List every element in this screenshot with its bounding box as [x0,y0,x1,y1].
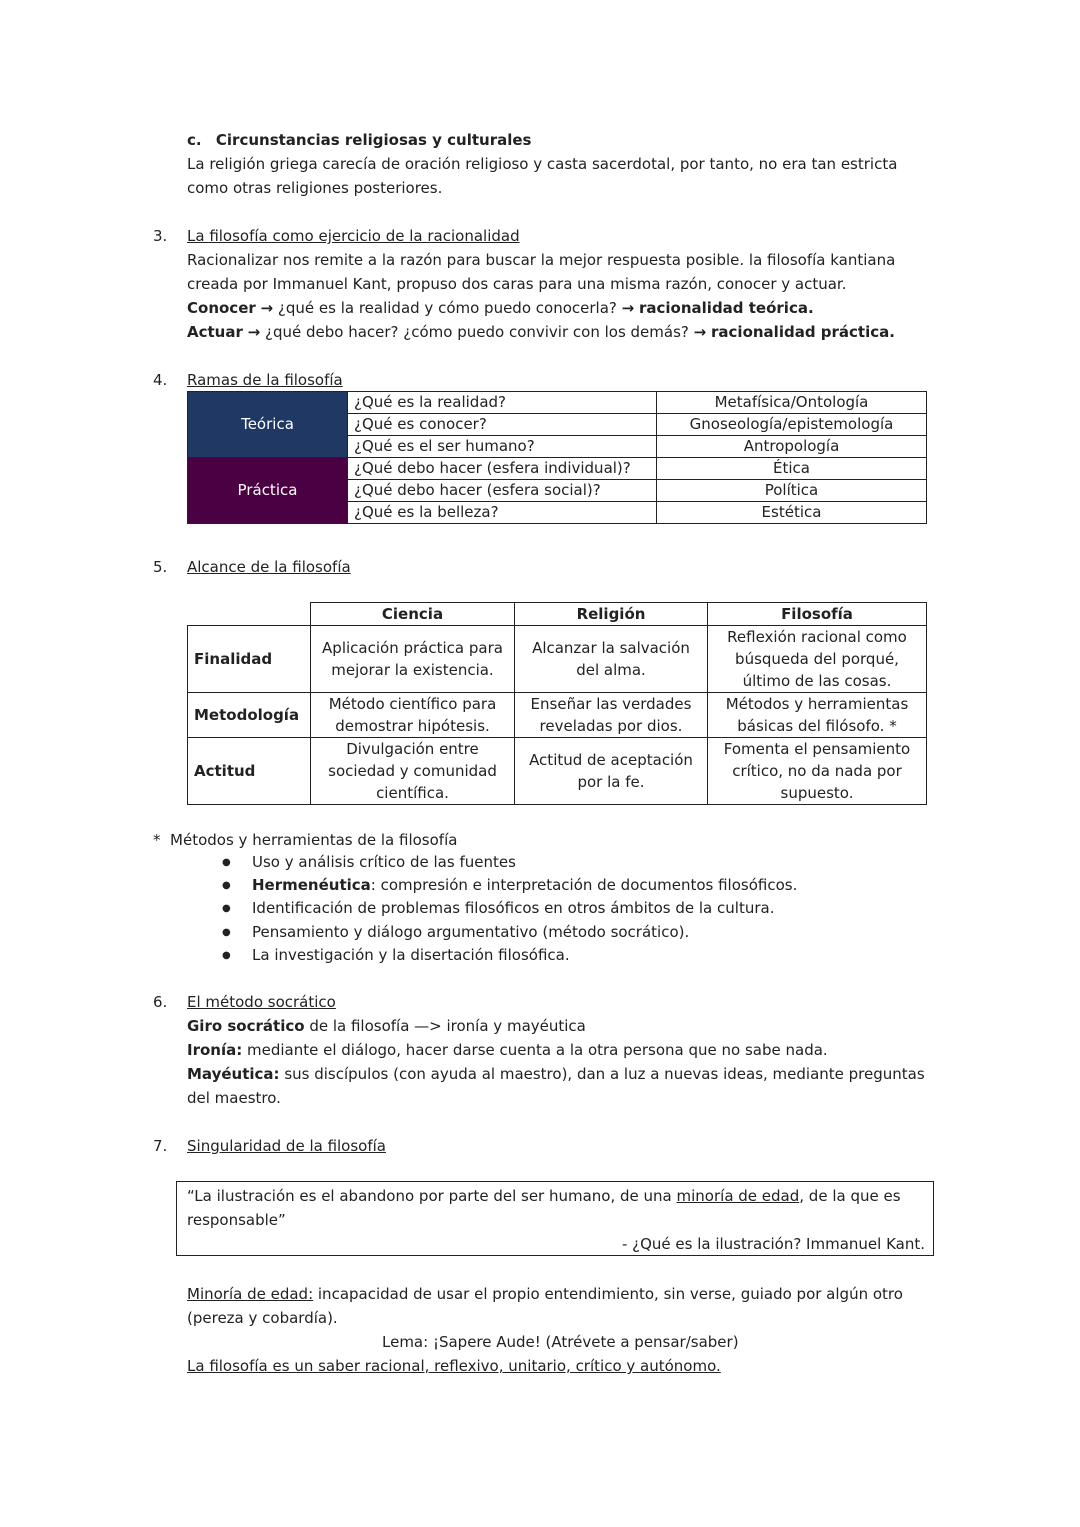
category-practica: Práctica [188,458,348,524]
conclusion: La filosofía es un saber racional, reflexivo, unitario, crítico y autónomo. [187,1357,721,1375]
table-cell: ¿Qué es el ser humano? [348,436,657,458]
table-cell: ¿Qué es la realidad? [348,392,657,414]
table-cell: Antropología [657,436,927,458]
table-row [188,626,927,693]
table-cell: Ética [657,458,927,480]
section-5-number: 5. [153,558,168,576]
table-cell: Aplicación práctica para mejorar la existencia. [311,626,515,693]
minoria-definition: Minoría de edad: incapacidad de usar el propio entendimiento, sin verse, guiado por algún otro (pereza y cobardía). [187,1285,903,1327]
section-7-title: Singularidad de la filosofía [187,1137,386,1155]
section-c-title: Circunstancias religiosas y culturales [215,131,532,149]
section-6 [187,990,937,1110]
column-header-religion: Religión [515,603,708,626]
table-cell: ¿Qué es la belleza? [348,502,657,524]
table-header-row [188,603,927,626]
quote-source: - ¿Qué es la ilustración? Immanuel Kant. [621,1235,925,1253]
table-row [188,458,927,480]
table-cell: Gnoseología/epistemología [657,414,927,436]
section-5-title: Alcance de la filosofía [187,558,351,576]
section-c-heading: c. Circunstancias religiosas y culturales [187,131,532,149]
column-header-ciencia: Ciencia [311,603,515,626]
table-cell: Fomenta el pensamiento crítico, no da nada por supuesto. [708,738,927,805]
section-6-title: El método socrático [187,993,336,1011]
row-header-actitud: Actitud [188,738,311,805]
kant-quote: “La ilustración es el abandono por parte del ser humano, de una minoría de edad, de la que es responsable” [187,1187,901,1229]
list-item: ● Hermenéutica: compresión e interpretación de documentos filosóficos. [252,874,797,897]
arrow-icon: → [693,323,707,341]
quote-box [176,1181,934,1256]
section-7-number: 7. [153,1137,168,1155]
table-cell: ¿Qué es conocer? [348,414,657,436]
methods-title: Métodos y herramientas de la filosofía [170,831,458,849]
section-4 [187,368,937,392]
table-corner [188,603,311,626]
giro-line: Giro socrático de la filosofía —> ironía y mayéutica [187,1017,586,1035]
arrow-icon: → [621,299,635,317]
row-header-metodologia: Metodología [188,693,311,738]
table-cell: Método científico para demostrar hipótesis. [311,693,515,738]
column-header-filosofia: Filosofía [708,603,927,626]
list-item: ● Uso y análisis crítico de las fuentes [252,851,797,874]
mayeutica-line: Mayéutica: sus discípulos (con ayuda al maestro), dan a luz a nuevas ideas, mediante preguntas del maestro. [187,1065,925,1107]
arrow-icon: → [247,323,261,341]
table-cell: Actitud de aceptación por la fe. [515,738,708,805]
list-item: ● Pensamiento y diálogo argumentativo (método socrático). [252,921,797,944]
section-3-title: La filosofía como ejercicio de la racionalidad [187,227,520,245]
table-cell: ¿Qué debo hacer (esfera individual)? [348,458,657,480]
table-row [188,392,927,414]
arrow-icon: → [260,299,274,317]
conocer-line: Conocer → ¿qué es la realidad y cómo puedo conocerla? → racionalidad teórica. [187,299,814,317]
list-item: ● La investigación y la disertación filosófica. [252,944,797,967]
methods-list [252,851,797,967]
table-cell: Metafísica/Ontología [657,392,927,414]
section-4-title: Ramas de la filosofía [187,371,343,389]
section-7 [187,1134,937,1158]
list-item: ● Identificación de problemas filosóficos en otros ámbitos de la cultura. [252,897,797,920]
section-3 [187,224,937,344]
table-cell: Divulgación entre sociedad y comunidad científica. [311,738,515,805]
methods-note [153,828,457,852]
section-c-body: La religión griega carecía de oración religioso y casta sacerdotal, por tanto, no era tan estricta como otras religiones posteriores. [187,155,898,197]
section-3-body: Racionalizar nos remite a la razón para buscar la mejor respuesta posible. la filosofía kantiana creada por Immanuel Kant, propuso dos caras para una misma razón, conocer y actuar. [187,251,896,293]
actuar-line: Actuar → ¿qué debo hacer? ¿cómo puedo convivir con los demás? → racionalidad práctica. [187,323,895,341]
table-row [188,693,927,738]
alcance-table [187,602,927,805]
table-cell: ¿Qué debo hacer (esfera social)? [348,480,657,502]
ramas-table [187,391,927,524]
section-5 [187,555,937,579]
lema: Lema: ¡Sapere Aude! (Atrévete a pensar/saber) [382,1333,739,1351]
ironia-line: Ironía: mediante el diálogo, hacer darse cuenta a la otra persona que no sabe nada. [187,1041,828,1059]
table-cell: Métodos y herramientas básicas del filósofo. * [708,693,927,738]
table-cell: Estética [657,502,927,524]
table-cell: Política [657,480,927,502]
section-c [187,128,937,200]
table-cell: Reflexión racional como búsqueda del porqué, último de las cosas. [708,626,927,693]
table-cell: Alcanzar la salvación del alma. [515,626,708,693]
section-4-number: 4. [153,371,168,389]
category-teorica: Teórica [188,392,348,458]
section-3-number: 3. [153,227,168,245]
table-row [188,738,927,805]
table-cell: Enseñar las verdades reveladas por dios. [515,693,708,738]
row-header-finalidad: Finalidad [188,626,311,693]
section-6-number: 6. [153,993,168,1011]
asterisk: * [153,831,161,849]
